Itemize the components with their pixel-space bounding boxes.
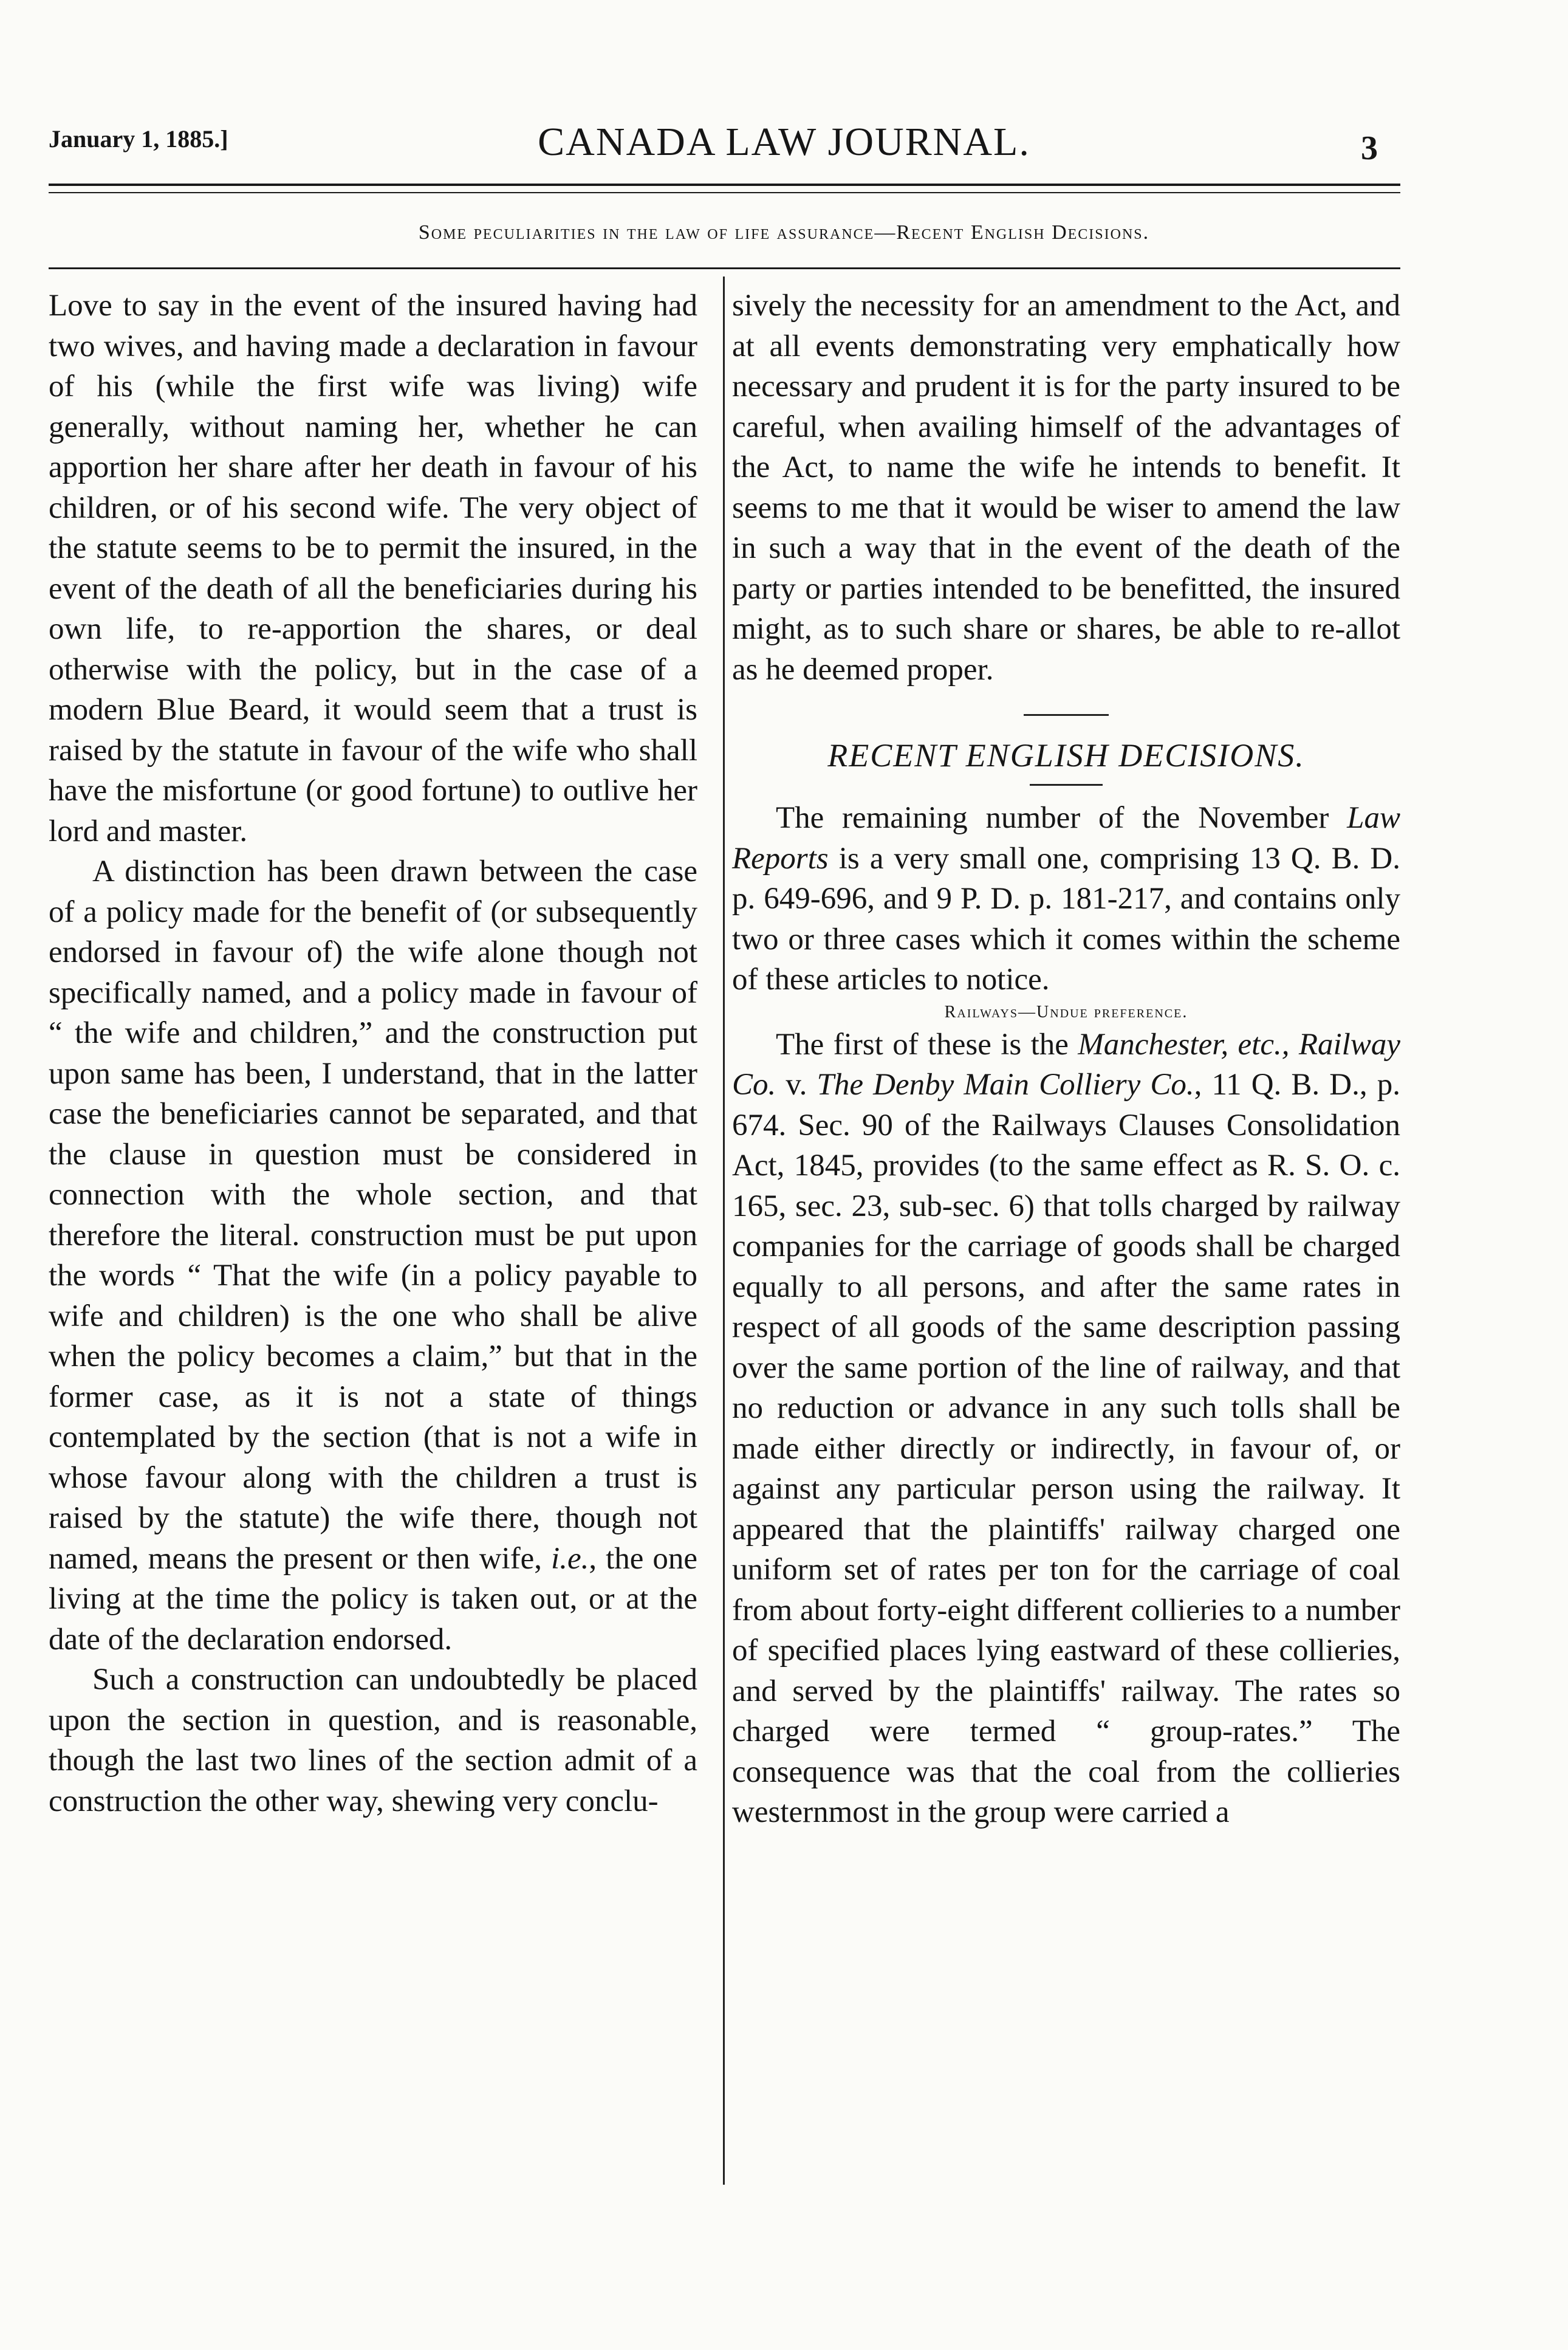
left-column [49,286,697,1821]
right-paragraph-1: sively the necessity for an amendment to the Act, and at all events demonstrating very emphatically how necessary and prudent it is for the party insured to be careful, when availing himself of the advantages of the Act, to name the wife he intends to benefit. It seems to me that it would be wiser to amend the law in such a way that in the event of the death of the party or parties intended to be benefitted, the insured might, as to such share or shares, be able to re-allot as he deemed proper. [732,289,1400,687]
right-column [732,286,1400,1833]
running-head-rule [49,267,1400,269]
header-rule-top [49,184,1400,186]
running-head: Some peculiarities in the law of life assurance—Recent English Decisions. [418,221,1150,244]
left-paragraph-1: Love to say in the event of the insured having had two wives, and having made a declaration in favour of his (while the first wife was living) wife generally, without naming her, whether he can apportion her share after her death in favour of his children, or of his second wife. The very object of the statute seems to be to permit the insured, in the event of the death of all the beneficiaries during his own life, to re-apportion the shares, or deal otherwise with the policy, but in the case of a modern Blue Beard, it would seem that a trust is raised by the statute in favour of the wife who shall have the misfortune (or good fortune) to outlive her lord and master. [49,289,697,848]
header-rule-bottom [49,192,1400,193]
section-title-underline [1030,784,1103,786]
column-divider [723,277,725,2185]
right-paragraph-3: The first of these is the Manchester, etc., Railway Co. v. The Denby Main Colliery Co., 11 Q. B. D., p. 674. Sec. 90 of the Railways Clauses Consolidation Act, 1845, provides (to the same effect as R. S. O. c. 165, sec. 23, sub-sec. 6) that tolls charged by railway companies for the carriage of goods shall be charged equally to all persons, and after the same rates in respect of all goods of the same description passing over the same portion of the line of railway, and that no reduction or advance in any such tolls shall be made either directly or indirectly, in favour of, or against any particular person using the railway. It appeared that the plaintiffs' railway charged one uniform set of rates per ton for the carriage of coal from about forty-eight different collieries to a number of specified places lying eastward of these collieries, and served by the plaintiffs' railway. The rates so charged were termed “ group-rates.” The consequence was that the coal from the collieries westernmost in the group were carried a [732,1027,1400,1829]
section-divider [1024,714,1109,716]
left-paragraph-2: A distinction has been drawn between the case of a policy made for the benefit of (or subsequently endorsed in favour of) the wife alone though not specifically named, and a policy made in favour of “ the wife and children,” and the construction put upon same has been, I understand, that in the latter case the beneficiaries cannot be separated, and that the clause in question must be considered in connection with the whole section, and that therefore the literal. construction must be put upon the words “ That the wife (in a policy payable to wife and children) is the one who shall be alive when the policy becomes a claim,” but that in the former case, as it is not a state of things contemplated by the section (that is not a wife in whose favour along with the children a trust is raised by the statute) the wife there, though not named, means the present or then wife, i.e., the one living at the time the policy is taken out, or at the date of the declaration endorsed. [49,854,697,1657]
issue-date: January 1, 1885.] [49,125,228,153]
subheading: Railways—Undue preference. [944,1002,1188,1022]
journal-title: CANADA LAW JOURNAL. [538,120,1030,164]
left-paragraph-3: Such a construction can undoubtedly be placed upon the section in question, and is reasonable, though the last two lines of the section admit of a construction the other way, shewing very conclu- [49,1663,697,1818]
right-paragraph-2: The remaining number of the November Law Reports is a very small one, comprising 13 Q. B. D. p. 649-696, and 9 P. D. p. 181-217, and contains only two or three cases which it comes within the scheme of these articles to notice. [732,801,1400,997]
page-number: 3 [1361,129,1378,167]
section-title: RECENT ENGLISH DECISIONS. [827,737,1305,774]
